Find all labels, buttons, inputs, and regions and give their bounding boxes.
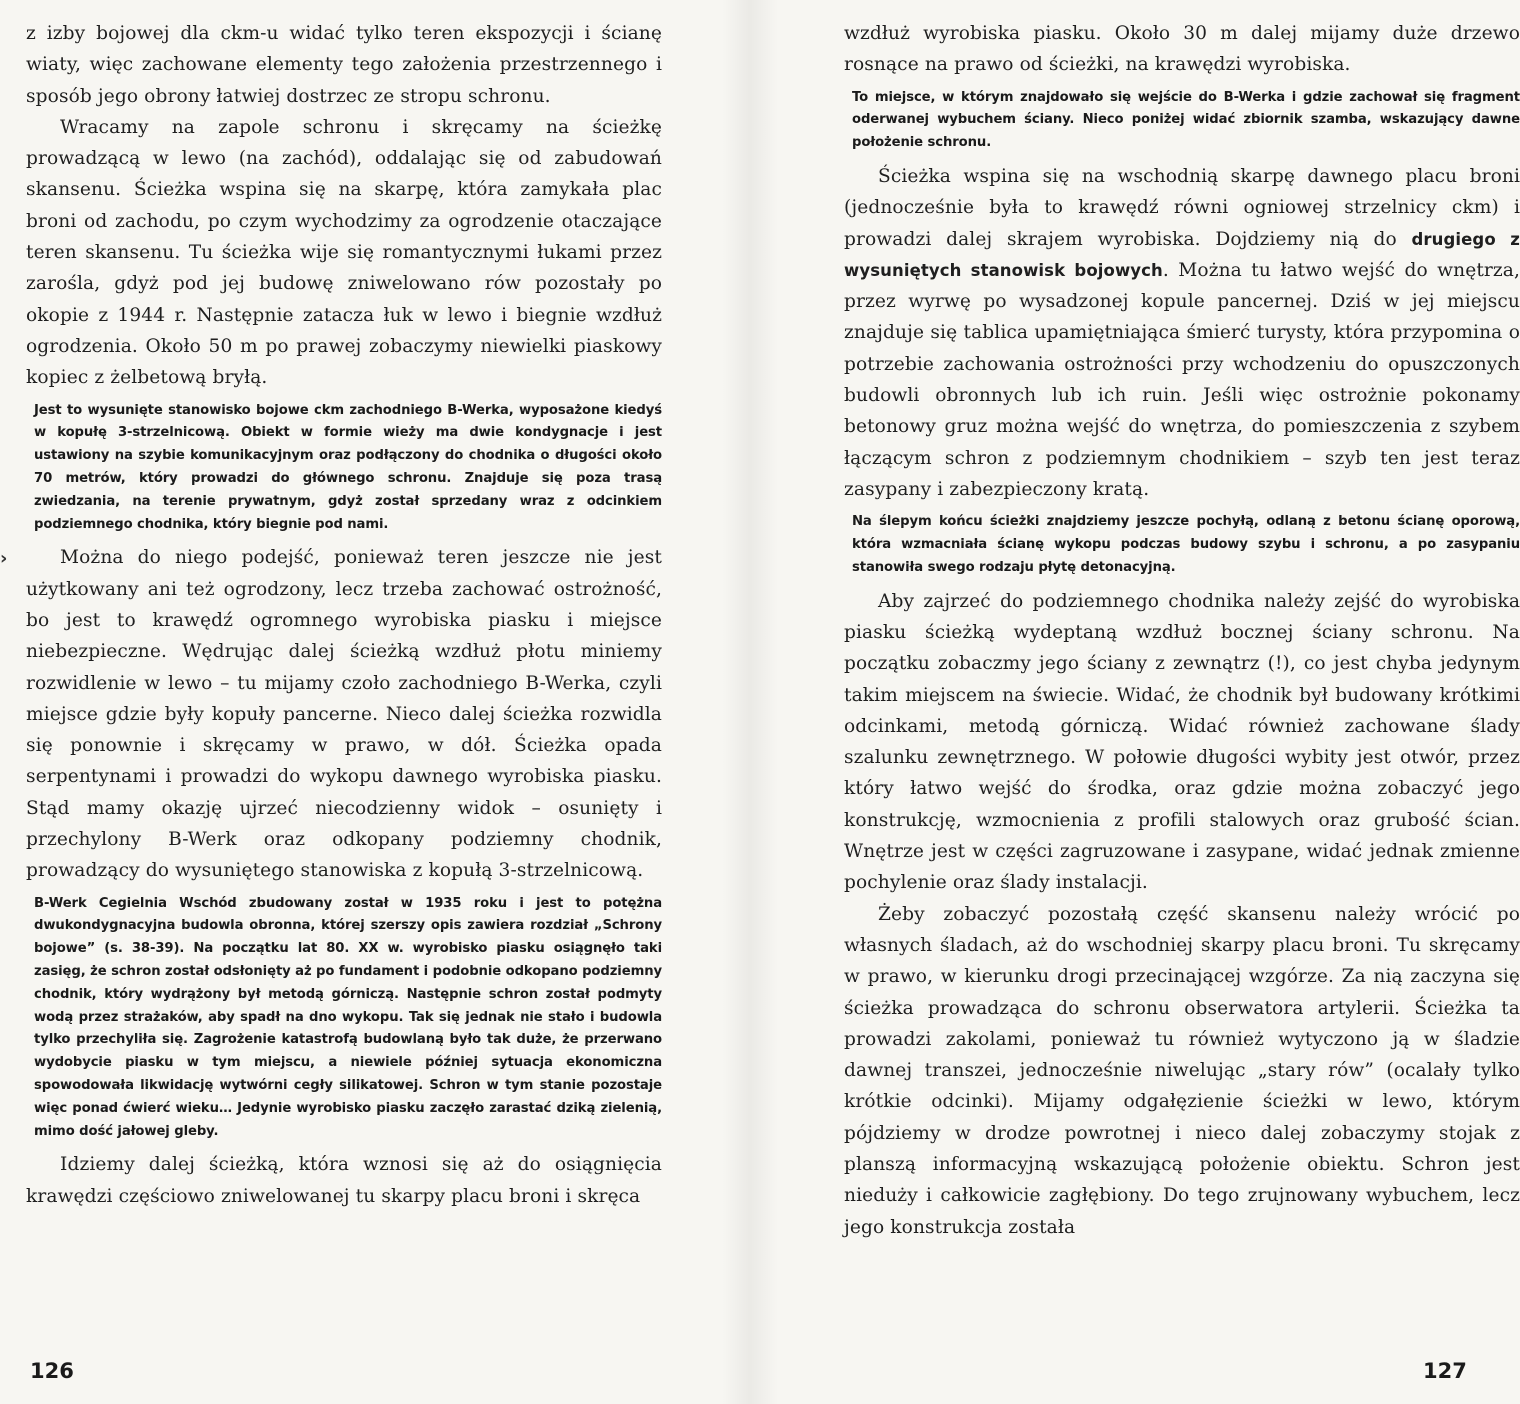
right-page [750, 0, 1520, 1404]
highlighted-location: drugiego z wysuniętych stanowisk bojowych [844, 229, 1520, 280]
right-info-box-1: To miejsce, w którym znajdowało się wejście do B-Werka i gdzie zachował się fragment oderwanej wybuchem ściany. Nieco poniżej widać zbiornik szamba, wskazujący dawne położenie schronu. [852, 89, 1520, 151]
left-paragraph-4: Idziemy dalej ścieżką, która wznosi się aż do osiągnięcia krawędzi częściowo zniwelowanej tu skarpy placu broni i skręca [26, 1154, 662, 1207]
right-paragraph-4: Żeby zobaczyć pozostałą część skansenu należy wrócić po własnych śladach, aż do wschodniej skarpy placu broni. Tu skręcamy w prawo, w kierunku drogi przecinającej wzgórze. Za nią zaczyna się ścieżka prowadząca do schronu obserwatora artylerii. Ścieżka ta prowadzi zakolami, ponieważ tu również wytyczono ją w śladzie dawnej transzei, jednocześnie niwelując „stary rów” (ocalały tylko krótkie odcinki). Mijamy odgałęzienie ścieżki w lewo, którym pójdziemy w drodze powrotnej i nieco dalej zobaczymy stojak z planszą informacyjną wskazującą położenie obiektu. Schron jest nieduży i całkowicie zagłębiony. Do tego zrujnowany wybuchem, lecz jego konstrukcja została [844, 903, 1520, 1238]
right-paragraph-2 [844, 161, 1520, 505]
left-info-box-2: B-Werk Cegielnia Wschód zbudowany został w 1935 roku i jest to potężna dwukondygnacyjna budowla obronna, której szerszy opis zawiera rozdział „Schrony bojowe” (s. 38-39). Na początku lat 80. XX w. wyrobisko piasku osiągnęło taki zasięg, że schron został odsłonięty aż po fundament i podobnie odkopano podziemny chodnik, który wydrążony był metodą górniczą. Następnie schron został podmyty wodą przez strażaków, aby spadł na dno wykopu. Tak się jednak nie stało i budowla tylko przechyliła się. Zagrożenie katastrofą budowlaną było tak duże, że przerwano wydobycie piasku w tym miejscu, a niewiele później sytuacja ekonomiczna spowodowała likwidację wytwórni cegły silikatowej. Schron w tym stanie pozostaje więc ponad ćwierć wieku… Jedynie wyrobisko piasku zaczęło zarastać dziką zielenią, mimo dość jałowej gleby. [34, 895, 662, 1139]
right-page-number: 127 [1423, 1359, 1467, 1383]
left-paragraph-3: Można do niego podejść, ponieważ teren jeszcze nie jest użytkowany ani też ogrodzony, lecz trzeba zachować ostrożność, bo jest to krawędź ogromnego wyrobiska piasku i miejsce niebezpieczne. Wędrując dalej ścieżką wzdłuż płotu miniemy rozwidlenie w lewo – tu mijamy czoło zachodniego B-Werka, czyli miejsce gdzie były kopuły pancerne. Nieco dalej ścieżka rozwidla się ponownie i skręcamy w prawo, w dół. Ścieżka opada serpentynami i prowadzi do wykopu dawnego wyrobiska piasku. Stąd mamy okazję ujrzeć niecodzienny widok – osunięty i przechylony B-Werk oraz odkopany podziemny chodnik, prowadzący do wysuniętego stanowiska z kopułą 3-strzelnicową. [26, 547, 662, 882]
right-paragraph-1: wzdłuż wyrobiska piasku. Około 30 m dalej mijamy duże drzewo rosnące na prawo od ścieżki, na krawędzi wyrobiska. [844, 23, 1520, 76]
margin-arrow-mark: › [0, 548, 8, 569]
left-page-number: 126 [30, 1359, 74, 1383]
right-info-box-2: Na ślepym końcu ścieżki znajdziemy jeszcze pochyłą, odlaną z betonu ścianę oporową, która wzmacniała ścianę wykopu podczas budowy szybu i schronu, a po zasypaniu stanowiła swego rodzaju płytę detonacyjną. [852, 514, 1520, 575]
left-paragraph-2: Wracamy na zapole schronu i skręcamy na ścieżkę prowadzącą w lewo (na zachód), oddalając się od zabudowań skansenu. Ścieżka wspina się na skarpę, która zamykała plac broni od zachodu, po czym wychodzimy za ogrodzenie otaczające teren skansenu. Tu ścieżka wije się romantycznymi łukami przez zarośla, gdyż pod jej budowę zniwelowano rów pozostały po okopie z 1944 r. Następnie zatacza łuk w lewo i biegnie wzdłuż ogrodzenia. Około 50 m po prawej zobaczymy niewielki piaskowy kopiec z żelbetową bryłą. [26, 116, 662, 389]
left-page [0, 0, 750, 1404]
left-paragraph-1: z izby bojowej dla ckm-u widać tylko teren ekspozycji i ścianę wiaty, więc zachowane elementy tego założenia przestrzennego i sposób jego obrony łatwiej dostrzec ze stropu schronu. [26, 23, 662, 107]
right-paragraph-2-start: Ścieżka wspina się na wschodnią skarpę dawnego placu broni (jednocześnie była to krawędź równi ogniowej strzelnicy ckm) i prowadzi dalej skrajem wyrobiska. Dojdziemy nią do [844, 165, 1520, 250]
right-text-column [844, 18, 1520, 1243]
left-info-box-1: Jest to wysunięte stanowisko bojowe ckm zachodniego B-Werka, wyposażone kiedyś w kopułę 3-strzelnicową. Obiekt w formie wieży ma dwie kondygnacje i jest ustawiony na szybie komunikacyjnym oraz podłączony do chodnika o długości około 70 metrów, który prowadzi do głównego schronu. Znajduje się poza trasą zwiedzania, na terenie prywatnym, gdyż został sprzedany wraz z odcinkiem podziemnego chodnika, który biegnie pod nami. [34, 402, 662, 532]
right-paragraph-3: Aby zajrzeć do podziemnego chodnika należy zejść do wyrobiska piasku ścieżką wydeptaną wzdłuż bocznej ściany schronu. Na początku zobaczmy jego ściany z zewnątrz (!), co jest chyba jedynym takim miejscem na świecie. Widać, że chodnik był budowany krótkimi odcinkami, metodą górniczą. Widać również zachowane ślady szalunku zewnętrznego. W połowie długości wybity jest otwór, przez który łatwo wejść do środka, oraz gdzie można zobaczyć jego konstrukcję, wzmocnienia z profili stalowych oraz grubość ścian. Wnętrze jest w części zagruzowane i zasypane, widać jednak zmienne pochylenie oraz ślady instalacji. [844, 590, 1520, 894]
right-paragraph-2-end: . Można tu łatwo wejść do wnętrza, przez wyrwę po wysadzonej kopule pancernej. Dziś w jej miejscu znajduje się tablica upamiętniająca śmierć turysty, która przypomina o potrzebie zachowania ostrożności przy wchodzeniu do opuszczonych budowli obronnych lub ich ruin. Jeśli więc ostrożnie pokonamy betonowy gruz można wejść do wnętrza, do pomieszczenia z szybem łączącym schron z podziemnym chodnikiem – szyb ten jest teraz zasypany i zabezpieczony kratą. [844, 259, 1520, 500]
left-text-column [26, 18, 662, 1212]
